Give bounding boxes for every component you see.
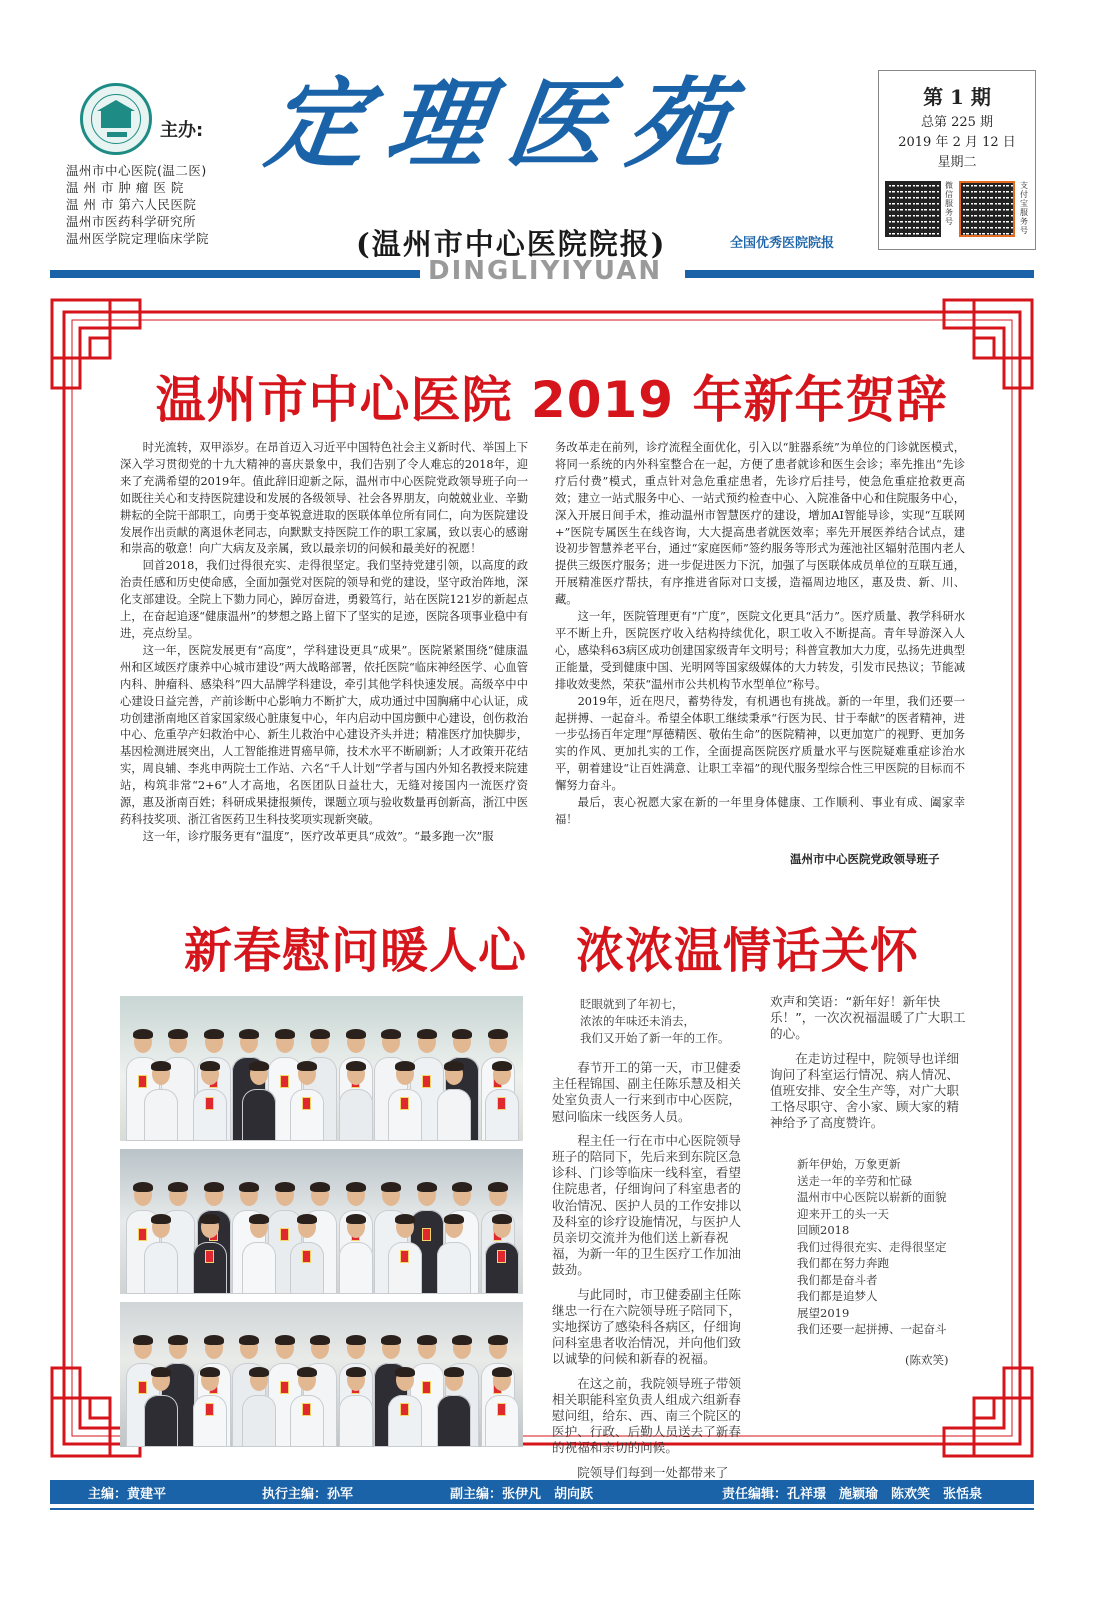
red-envelope-icon (400, 1250, 409, 1263)
story-paragraph: 与此同时，市卫健委副主任陈继忠一行在六院领导班子陪同下，实地探访了感染科各病区，仔细询问科室患者收治情况，并向他们致以诚挚的问候和新春的祝福。 (552, 1286, 741, 1367)
footer-rule (50, 1508, 1034, 1510)
red-envelope-icon (422, 1075, 431, 1088)
photo-person (242, 1063, 276, 1141)
intro-line: 浓浓的年味还未消去， (580, 1014, 695, 1028)
red-envelope-icon (302, 1097, 311, 1110)
photo-person (437, 1216, 471, 1294)
deputy-editor: 副主编：张伊凡 胡向跃 (450, 1487, 594, 1502)
article-column-1 (120, 440, 528, 868)
red-envelope-icon (280, 1228, 289, 1241)
poem-line: 送走一年的辛劳和忙碌 (797, 1173, 912, 1188)
poem-line: 我们过得很充实、走得很坚定 (797, 1239, 947, 1254)
photo-person (290, 1216, 324, 1294)
duty-editor: 责任编辑：孔祥璟 施颖瑜 陈欢笑 张恬泉 (722, 1487, 983, 1502)
intro-verse (580, 996, 730, 1047)
red-envelope-icon (302, 1403, 311, 1416)
red-envelope-icon (400, 1403, 409, 1416)
story-paragraph: 在走访过程中，院领导也详细询问了科室运行情况、病人情况、值班安排、安全生产等，对广大职工恪尽职守、舍小家、顾大家的精神给予了高度赞许。 (770, 1050, 959, 1131)
wechat-qr-code-icon[interactable] (885, 181, 941, 237)
article-column-2 (555, 440, 965, 835)
article-paragraph: 最后，衷心祝愿大家在新的一年里身体健康、工作顺利、事业有成、阖家幸福！ (555, 796, 965, 826)
photo-person (388, 1216, 422, 1294)
sponsor-item: 温州市医药科学研究所 (66, 214, 197, 229)
photo-person (290, 1063, 324, 1141)
photo-person (242, 1216, 276, 1294)
poem-line: 新年伊始，万象更新 (797, 1157, 901, 1171)
photo-person (388, 1369, 422, 1447)
story-column-b (770, 994, 966, 1140)
article-signature: 温州市中心医院党政领导班子 (790, 852, 940, 866)
alipay-qr-code-icon[interactable] (959, 181, 1015, 237)
alipay-qr-label: 支付宝服务号 (1020, 181, 1028, 235)
photo-figures (120, 1302, 523, 1447)
issue-info-box (878, 70, 1036, 250)
story-paragraph: 春节开工的第一天，市卫健委主任程锦国、副主任陈乐慧及相关处室负责人一行来到市中心医院，慰问临床一线医务人员。 (552, 1060, 741, 1124)
photo-person (437, 1369, 471, 1447)
poem-line: 我们都在努力奔跑 (797, 1256, 889, 1270)
photo-figures (120, 1149, 523, 1294)
photo-person (437, 1063, 471, 1141)
article-paragraph: 这一年，医院管理更有“广度”，医院文化更具“活力”。医疗质量、教学科研水平不断上升，医院医疗收入结构持续优化，职工收入不断提高。青年导游深入人心，感染科63病区成功创建国家级青年文明号；科普宣教加大力度，弘扬先进典型正能量，受到健康中国、光明网等国家级媒体的大力转发，引发市民热议；节能减排收效斐然，荣获“温州市公共机构节水型单位”称号。 (555, 610, 965, 691)
photo-staff-group-2 (120, 1149, 523, 1294)
photo-person (388, 1063, 422, 1141)
host-label: 主办: (160, 120, 204, 141)
article-paragraph: 这一年，医院发展更有“高度”，学科建设更具“成果”。医院紧紧围绕“健康温州和区域医疗康养中心城市建设”两大战略部署，依托医院“临床神经医学、心血管内科、肿瘤科、感染科”四大品牌学科建设，牵引其他学科快速发展。高级卒中中心建设日益完善，产前诊断中心影响力不断扩大，成功通过中国胸痛中心认证，成功创建浙南地区首家国家级心脏康复中心，年内启动中国房颤中心建设，创伤救治中心、危重孕产妇救治中心、新生儿救治中心建设齐头并进；精准医疗加快脚步，基因检测进展突出，人工智能推进胃癌早筛，技术水平不断刷新；人才政策开花结实，周良辅、李兆申两院士工作站、六名“千人计划”学者与国内外知名教授来院建站，构筑非常“2+6”人才高地，名医团队日益壮大，无缝对接国内一流医疗资源，惠及浙南百姓；科研成果捷报频传，课题立项与验收数量再创新高，浙江中医药科技奖项、浙江省医药卫生科技奖项实现新突破。 (120, 643, 528, 826)
article-author: (陈欢笑) (905, 1353, 949, 1367)
article-paragraph: 2019年，近在咫尺，蓄势待发，有机遇也有挑战。新的一年里，我们还要一起拼搏、一起奋斗。希望全体职工继续秉承“行医为民、甘于奉献”的医者精神，进一步弘扬百年定理“厚德精医、敬佑生命”的医院精神，以更加宽广的视野、更加务实的作风、更加扎实的工作，全面提高医院医疗质量水平与医院疑难重症诊治水平，朝着建设“让百姓满意、让职工幸福”的现代服务型综合性三甲医院的目标而不懈努力奋斗。 (555, 694, 965, 793)
hospital-logo (80, 83, 152, 155)
sponsor-item: 温 州 市 肿 瘤 医 院 (66, 180, 184, 195)
photo-person (193, 1369, 227, 1447)
poem-line: 我们都是追梦人 (797, 1289, 878, 1303)
photo-person (144, 1369, 178, 1447)
wechat-qr-label: 微信服务号 (945, 181, 953, 226)
story-paragraph: 欢声和笑语：“新年好！新年快乐！”，一次次祝福温暖了广大职工的心。 (770, 994, 966, 1042)
photo-person (485, 1063, 519, 1141)
photo-person (193, 1063, 227, 1141)
red-envelope-icon (422, 1381, 431, 1394)
photo-figures (120, 996, 523, 1141)
story-paragraph: 程主任一行在市中心医院领导班子的陪同下，先后来到东院区急诊科、门诊等临床一线科室，看望住院患者，仔细询问了科室患者的收治情况、医护人员的工作安排以及科室的诊疗设施情况，与医护人员亲切交流并为他们送上新春祝福，为新一年的卫生医疗工作加油鼓劲。 (552, 1132, 741, 1278)
chief-editor: 主编：黄建平 (88, 1487, 167, 1502)
story-column-a (552, 1060, 748, 1480)
story-paragraph: 在这之前，我院领导班子带领相关职能科室负责人组成六组新春慰问组，给东、西、南三个院区的医护、行政、后勤人员送去了新春的祝福和亲切的问候。 (552, 1375, 741, 1456)
sponsor-item: 温 州 市 第六人民医院 (66, 197, 197, 212)
photo-person (193, 1216, 227, 1294)
sponsor-list (66, 162, 216, 247)
issue-weekday: 星期二 (937, 155, 977, 170)
closing-poem (797, 1156, 947, 1338)
photo-person (290, 1369, 324, 1447)
photo-staff-group-1 (120, 996, 523, 1141)
red-envelope-icon (205, 1097, 214, 1110)
total-issue: 总第 225 期 (920, 115, 994, 130)
poem-line: 温州市中心医院以崭新的面貌 (797, 1190, 947, 1204)
photo-person (485, 1369, 519, 1447)
red-envelope-icon (302, 1250, 311, 1263)
photo-person (339, 1063, 373, 1141)
article-paragraph: 回首2018，我们过得很充实、走得很坚定。我们坚持党建引领，以高度的政治责任感和历史使命感，全面加强党对医院的领导和党的建设，坚守政治阵地，深化支部建设。全院上下勠力同心，踔厉奋进，勇毅笃行，站在医院121岁的新起点上，在奋起追逐“健康温州”的梦想之路上留下了坚实的足迹，医院各项事业稳中有进，亮点纷呈。 (120, 559, 528, 640)
photo-person (144, 1063, 178, 1141)
red-envelope-icon (280, 1381, 289, 1394)
article-paragraph: 时光流转，双甲添岁。在昂首迈入习近平中国特色社会主义新时代、举国上下深入学习贯彻党的十九大精神的喜庆景象中，我们告别了令人难忘的2018年，迎来了充满希望的2019年。值此辞旧迎新之际，温州市中心医院党政领导班子向一如既往关心和支持医院建设和发展的各级领导、社会各界朋友，向兢兢业业、辛勤耕耘的全院干部职工，向勇于变革锐意进取的医联体单位所有同仁，向为医院建设发展作出贡献的离退休老同志，向默默支持医院工作的职工家属，致以衷心的感谢和崇高的敬意！向广大病友及亲属，致以最亲切的问候和最美好的祝愿！ (120, 441, 528, 556)
executive-editor: 执行主编：孙军 (262, 1487, 354, 1502)
red-envelope-icon (497, 1403, 506, 1416)
intro-line: 我们又开始了新一年的工作。 (580, 1031, 730, 1045)
red-envelope-icon (280, 1075, 289, 1088)
poem-line: 我们都是奋斗者 (797, 1272, 878, 1287)
photo-person (339, 1369, 373, 1447)
photo-person (144, 1216, 178, 1294)
red-envelope-icon (205, 1403, 214, 1416)
photo-person (339, 1216, 373, 1294)
issue-number: 第 1 期 (923, 85, 991, 109)
poem-line: 迎来开工的头一天 (797, 1206, 889, 1221)
honor-label: 全国优秀医院院报 (730, 236, 835, 251)
sponsor-item: 温州医学院定理临床学院 (66, 231, 210, 246)
red-envelope-icon (497, 1250, 506, 1263)
article-paragraph: 务改革走在前列，诊疗流程全面优化，引入以“脏器系统”为单位的门诊就医模式，将同一系统的内外科室整合在一起，方便了患者就诊和医生会诊；率先推出“先诊疗后付费”模式，重点针对急危重症患者，先诊疗后挂号，使急危重症抢救更高效；建立一站式服务中心、一站式预约检查中心、入院准备中心和住院服务中心，深入开展日间手术，推动温州市智慧医疗的建设，增加AI智能导诊，实现“互联网+”医院专属医生在线咨询，大大提高患者就医效率；率先开展医养结合试点，建设初步智慧养老平台，通过“家庭医师”签约服务等形式为莲池社区辐射范围内老人提供三级医疗服务；进一步促进医力下沉，加强了与医联体成员单位的互联互通，开展精准医疗帮扶，有序推进省际对口支援，造福周边地区，惠及贵、新、川、藏。 (555, 441, 965, 607)
story-paragraph: 院领导们每到一处都带来了 (577, 1464, 729, 1480)
red-envelope-icon (400, 1097, 409, 1110)
poem-line: 展望2019 (797, 1305, 850, 1320)
poem-line: 回顾2018 (797, 1223, 850, 1237)
masthead-rule-left (50, 270, 420, 278)
sponsor-item: 温州市中心医院(温二医) (66, 163, 207, 178)
photo-person (485, 1216, 519, 1294)
red-envelope-icon (497, 1097, 506, 1110)
red-envelope-icon (205, 1250, 214, 1263)
article-headline: 新春慰问暖人心 浓浓温情话关怀 (183, 923, 919, 979)
masthead-rule-right (685, 270, 1034, 278)
intro-line: 眨眼就到了年初七， (580, 997, 684, 1011)
photo-person (242, 1369, 276, 1447)
article-headline: 温州市中心医院 2019 年新年贺辞 (155, 371, 948, 429)
newspaper-brand-title: 定理医苑 (259, 67, 757, 182)
poem-line: 我们还要一起拼搏、一起奋斗 (797, 1322, 947, 1336)
photo-staff-group-3 (120, 1302, 523, 1447)
red-envelope-icon (422, 1228, 431, 1241)
newspaper-subtitle: (温州市中心医院院报) (356, 227, 667, 261)
brand-pinyin: DINGLIYIYUAN (428, 256, 663, 286)
article-paragraph: 这一年，诊疗服务更有“温度”，医疗改革更具“成效”。“最多跑一次”服 (142, 829, 494, 843)
editorial-footer (50, 1480, 1034, 1504)
issue-date: 2019 年 2 月 12 日 (898, 135, 1016, 150)
